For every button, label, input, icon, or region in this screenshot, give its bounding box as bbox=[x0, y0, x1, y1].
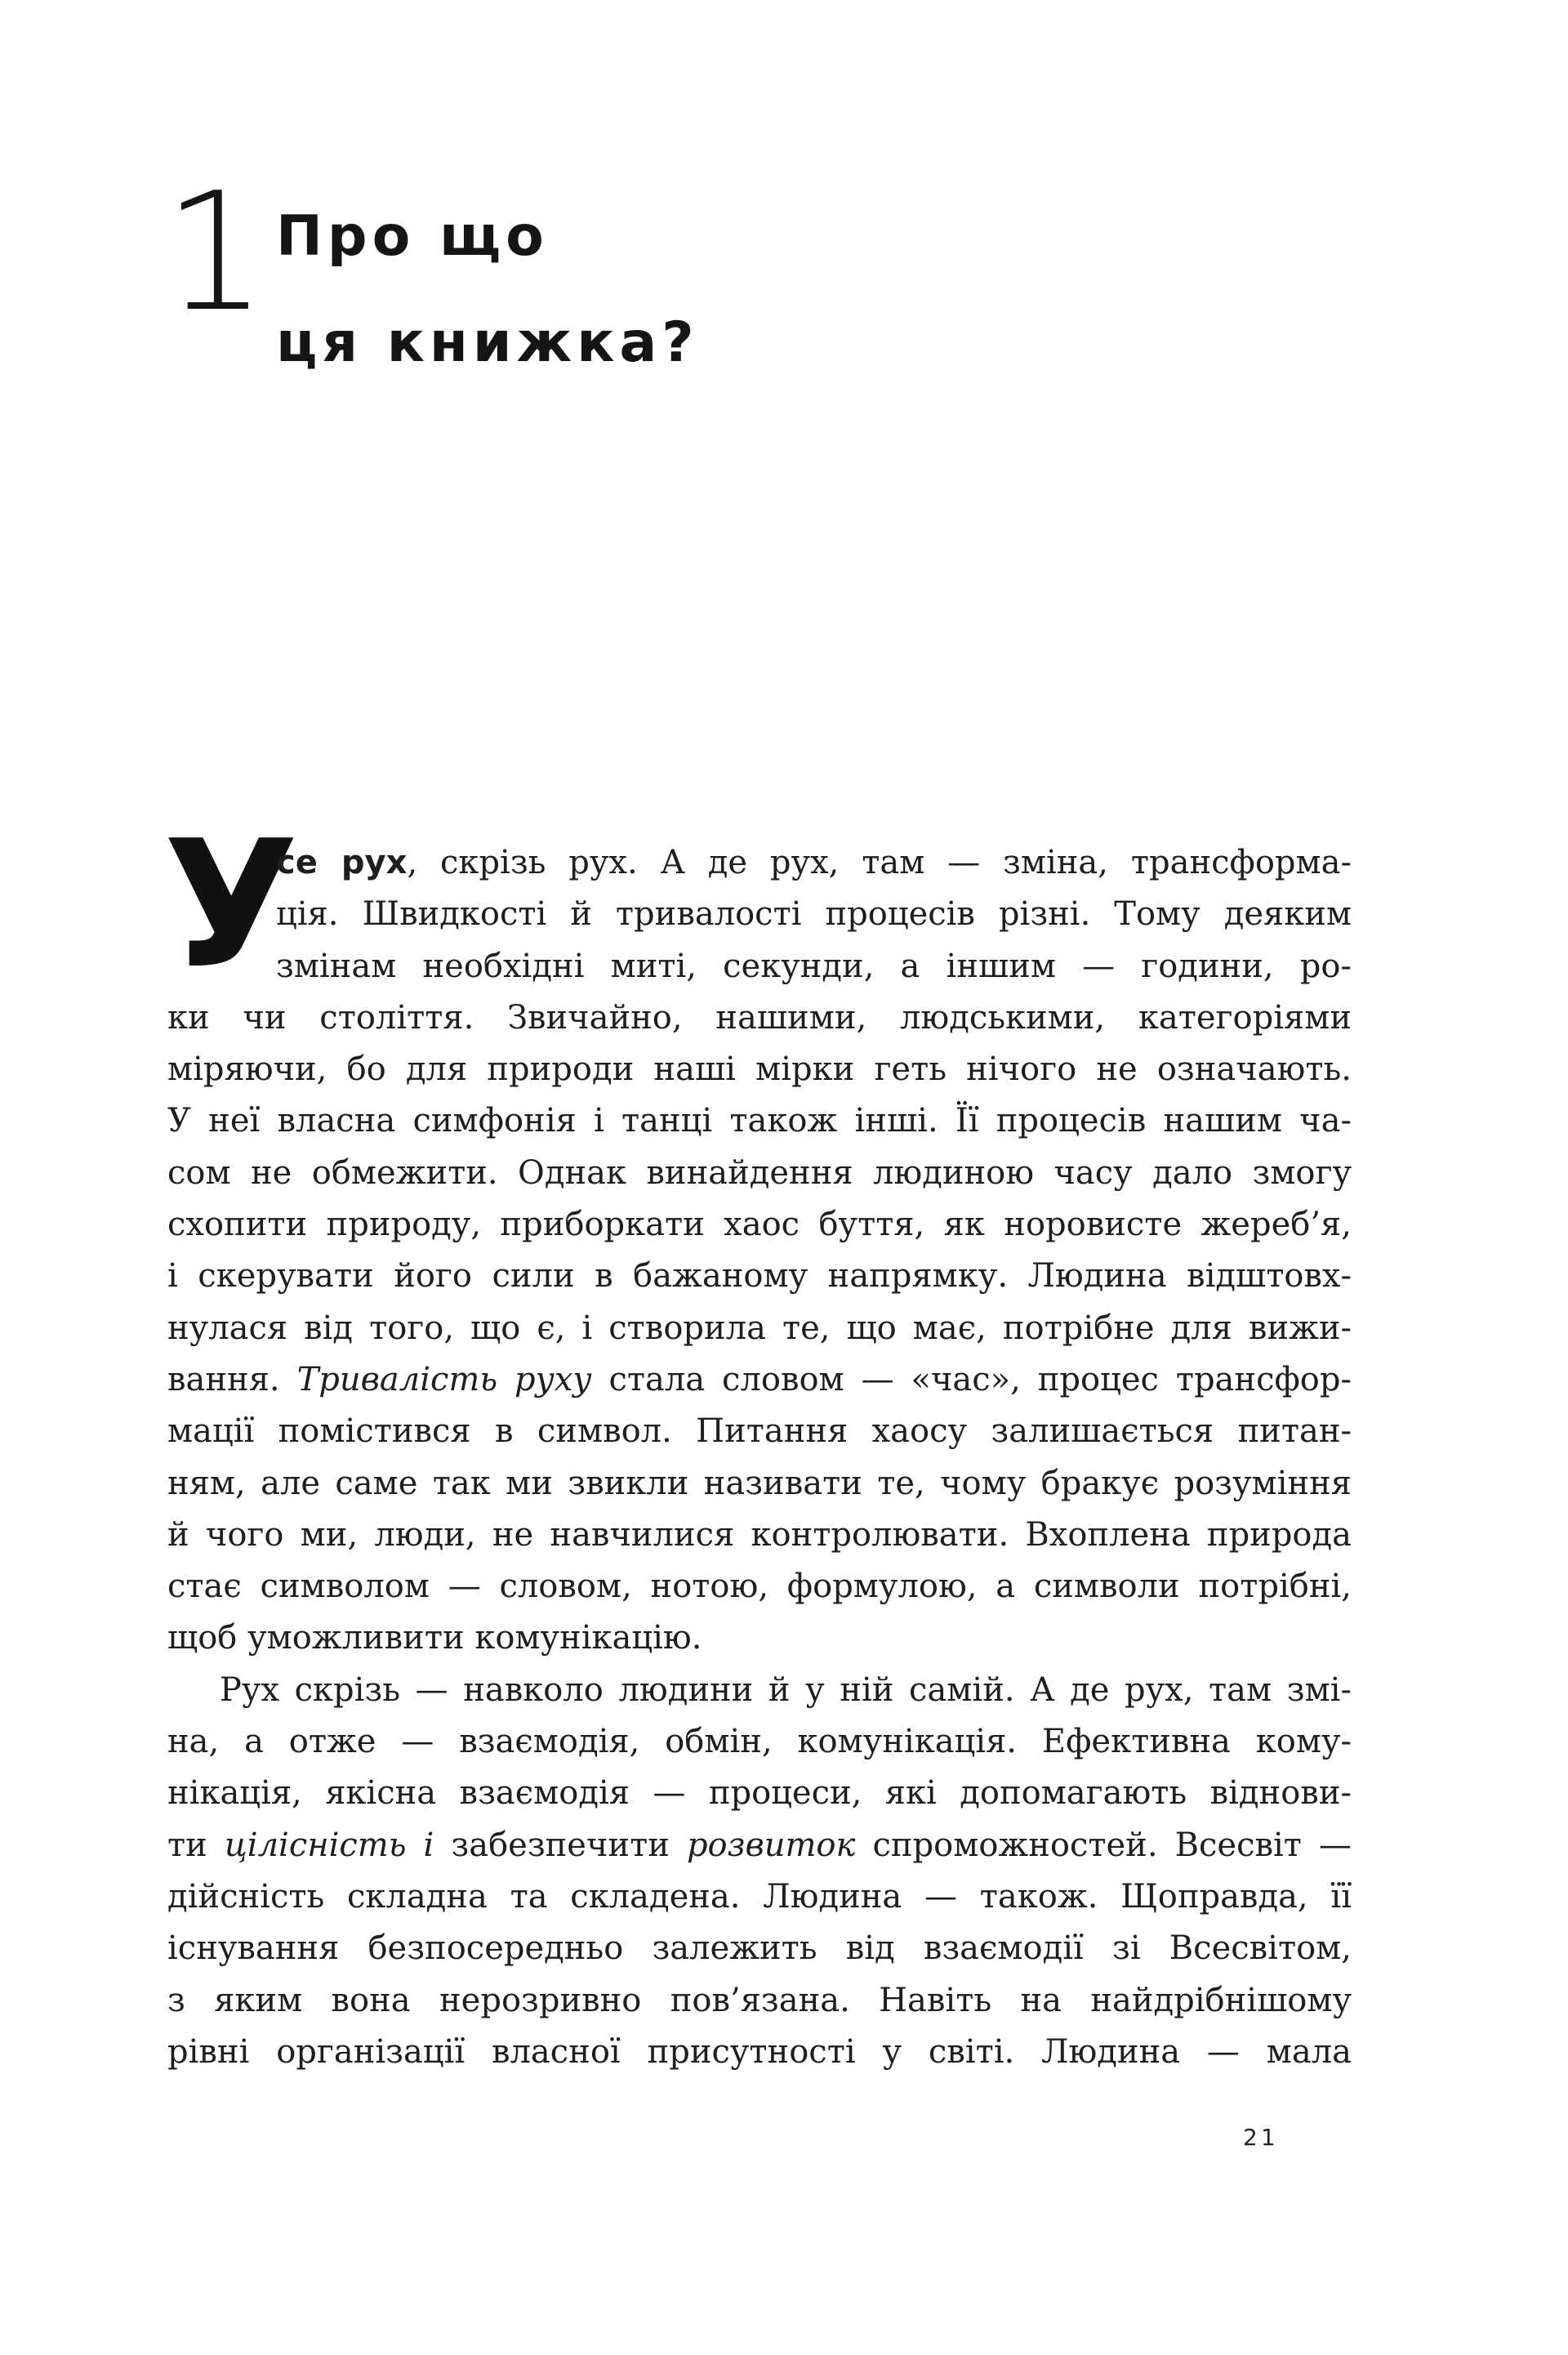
chapter-title-line-1: Про що bbox=[276, 204, 549, 269]
drop-cap: У bbox=[163, 802, 299, 1007]
text-line: нулася від того, що є, і створила те, що має, потрібне для вижи- bbox=[167, 1309, 1352, 1347]
lead-words: се рух bbox=[276, 844, 408, 881]
text-line: і скерувати його сили в бажаному напрямку. Людина відштовх- bbox=[167, 1257, 1352, 1296]
body-text bbox=[167, 837, 1352, 2078]
text-line: нікація, якісна взаємодія — процеси, які допомагають віднови- bbox=[167, 1774, 1352, 1813]
text-line: У неї власна симфонія і танці також інші. Її процесів нашим ча- bbox=[167, 1102, 1352, 1140]
italic-phrase: цілісність і bbox=[224, 1826, 434, 1864]
text-line: вання. Тривалість руху стала словом — «час», процес трансфор- bbox=[167, 1360, 1352, 1398]
text-line: й чого ми, люди, не навчилися контролювати. Вхоплена природа bbox=[167, 1515, 1352, 1554]
chapter-number: 1 bbox=[163, 158, 265, 348]
page-number: 21 bbox=[1243, 2124, 1279, 2151]
text-line: дійсність складна та складена. Людина — також. Щоправда, її bbox=[167, 1877, 1352, 1916]
text-line: схопити природу, приборкати хаос буття, як норовисте жереб’я, bbox=[167, 1206, 1352, 1244]
text-line: з яким вона нерозривно пов’язана. Навіть на найдрібнішому bbox=[167, 1981, 1352, 2019]
text-line: існування безпосередньо залежить від взаємодії зі Всесвітом, bbox=[167, 1929, 1352, 1968]
text-line: стає символом — словом, нотою, формулою, а символи потрібні, bbox=[167, 1568, 1352, 1606]
text-line: на, а отже — взаємодія, обмін, комунікація. Ефективна кому- bbox=[167, 1723, 1352, 1761]
text-line: сом не обмежити. Однак винайдення людиною часу дало змогу bbox=[167, 1153, 1352, 1192]
italic-phrase: розвиток bbox=[686, 1826, 856, 1864]
text-line: мації помістився в символ. Питання хаосу залишається питан- bbox=[167, 1412, 1352, 1451]
text-line: ти цілісність і забезпечити розвиток спроможностей. Всесвіт — bbox=[167, 1826, 1352, 1864]
text-line: ки чи століття. Звичайно, нашими, людськими, категоріями bbox=[167, 998, 1352, 1037]
chapter-title bbox=[276, 184, 699, 396]
italic-phrase: Тривалість руху bbox=[296, 1360, 592, 1398]
text-line: рівні організації власної присутності у світі. Людина — мала bbox=[167, 2032, 1352, 2071]
text-line: щоб уможливити комунікацію. bbox=[167, 1619, 702, 1657]
text-line: ням, але саме так ми звикли називати те, чому бракує розуміння bbox=[167, 1464, 1352, 1502]
text-line: се рух, скрізь рух. А де рух, там — зміна, трансформа- bbox=[276, 844, 1352, 881]
text-line: Рух скрізь — навколо людини й у ній самій. А де рух, там змі- bbox=[220, 1670, 1352, 1709]
chapter-title-line-2: ця книжка? bbox=[276, 310, 699, 375]
text-line: змінам необхідні миті, секунди, а іншим — години, ро- bbox=[276, 947, 1352, 985]
text-line: міряючи, бо для природи наші мірки геть нічого не означають. bbox=[167, 1050, 1352, 1089]
text-line: ція. Швидкості й тривалості процесів різні. Тому деяким bbox=[276, 895, 1352, 934]
